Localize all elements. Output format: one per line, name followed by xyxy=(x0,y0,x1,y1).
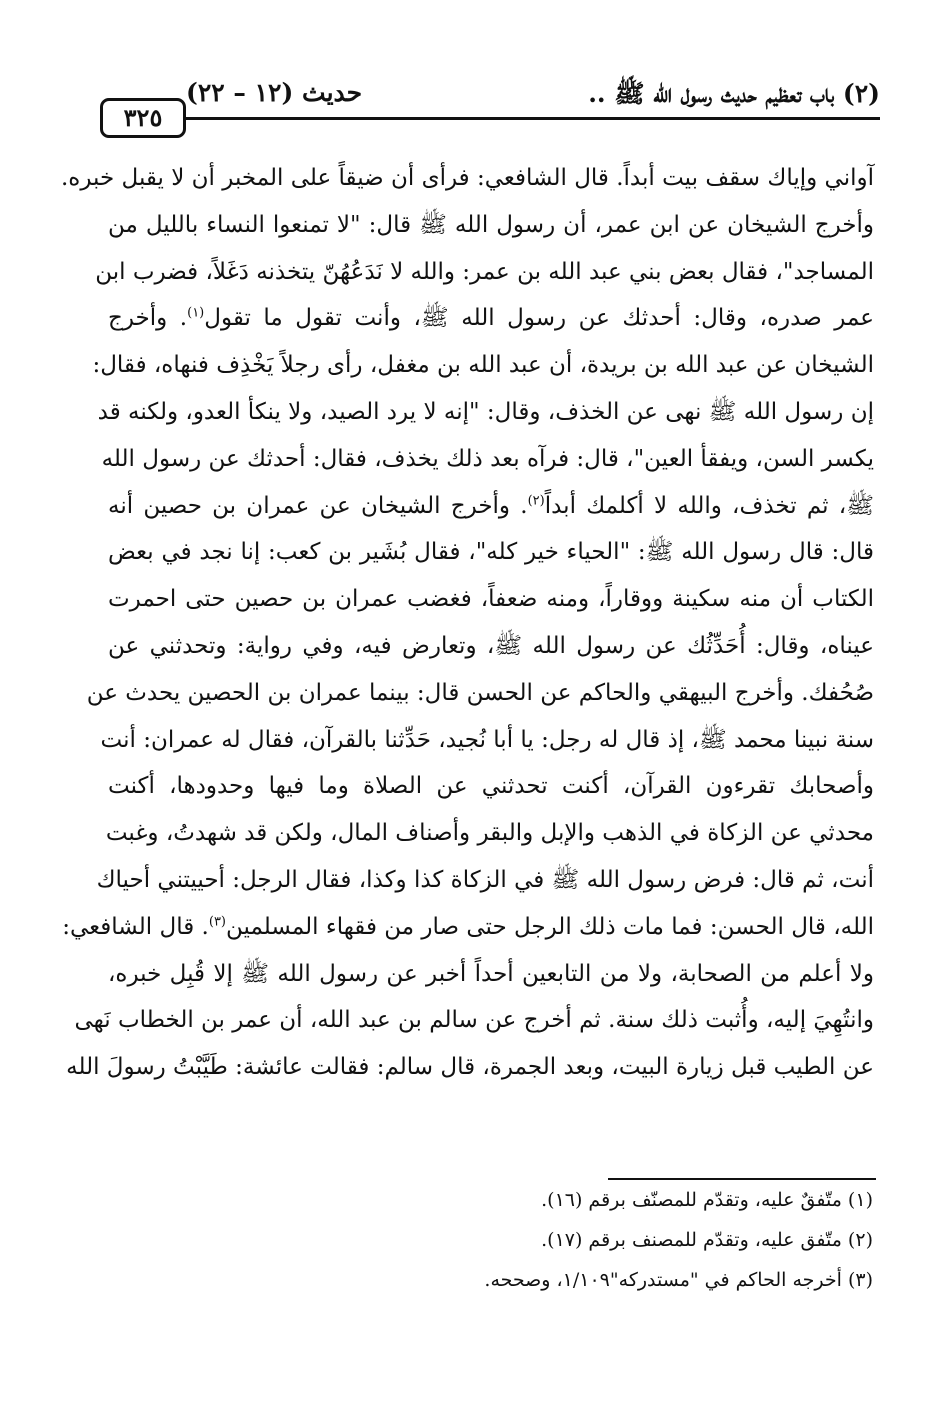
text-line: الشيخان عن عبد الله بن بريدة، أن عبد الله بن مغفل، رأى رجلاً يَخْذِف فنهاه، فقال: xyxy=(92,352,874,379)
text-line-main: الله، قال الحسن: فما مات ذلك الرجل حتى صار من فقهاء المسلمين xyxy=(226,913,874,940)
footnote: (٣) أخرجه الحاكم في "مستدركه"١/١٠٩، وصححه. xyxy=(484,1269,873,1291)
text-line: سنة نبينا محمد ﷺ، إذ قال له رجل: يا أبا نُجيد، حَدِّثنا بالقرآن، فقال له عمران: أنت xyxy=(100,726,874,753)
footnote-ref: (٣) xyxy=(208,914,226,930)
text-line: يكسر السن، ويفقأ العين"، قال: فرآه بعد ذلك يخذف، فقال: أحدثك عن رسول الله xyxy=(101,445,874,472)
text-line: محدثي عن الزكاة في الذهب والإبل والبقر وأصناف المال، ولكن قد شهدتُ، وغبت xyxy=(105,820,874,847)
body-text xyxy=(61,155,874,1091)
text-line: وانتُهِيَ إليه، وأُثبت ذلك سنة. ثم أخرج عن سالم بن عبد الله، أن عمر بن الخطاب نَهى xyxy=(74,1007,874,1034)
text-line: ولا أعلم من الصحابة، ولا من التابعين أحداً أخبر عن رسول الله ﷺ إلا قُبِل خبره، xyxy=(108,960,874,987)
text-line: إن رسول الله ﷺ نهى عن الخذف، وقال: "إنه لا يرد الصيد، ولا ينكأ العدو، ولكنه قد xyxy=(97,398,874,425)
footnote-ref: (١) xyxy=(187,305,205,321)
text-line: المساجد"، فقال بعض بني عبد الله بن عمر: والله لا نَدَعُهُنّ يتخذنه دَغَلاً، فضرب ابن xyxy=(95,258,874,285)
chapter-title: (٢) باب تعظيم حديث رسول الله ﷺ .. xyxy=(588,79,880,108)
footnote: (٢) متّفق عليه، وتقدّم للمصنف برقم (١٧). xyxy=(541,1229,873,1251)
header-rule xyxy=(100,117,880,120)
text-line: الكتاب أن منه سكينة ووقاراً، ومنه ضعفاً، فغضب عمران بن حصين حتى احمرت xyxy=(108,586,874,613)
text-line xyxy=(108,295,874,342)
text-line: عن الطيب قبل زيارة البيت، وبعد الجمرة، قال سالم: فقالت عائشة: طَيَّبْتُ رسولَ الله xyxy=(66,1054,874,1081)
text-line xyxy=(108,483,874,530)
text-line: عيناه، وقال: أُحَدِّثُك عن رسول الله ﷺ، وتعارض فيه، وفي رواية: وتحدثني عن xyxy=(108,632,874,659)
text-line-tail: . وأخرج الشيخان عن عمران بن حصين أنه xyxy=(108,492,528,519)
text-line: وأصحابك تقرءون القرآن، أكنت تحدثني عن الصلاة وما فيها وحدودها، أكنت xyxy=(108,773,874,800)
text-line-tail: . وأخرج xyxy=(108,305,188,332)
text-line-main: عمر صدره، وقال: أحدثك عن رسول الله ﷺ، وأنت تقول ما تقول xyxy=(204,305,874,332)
hadith-range: حديث (١٢ – ٢٢) xyxy=(186,78,363,107)
text-line-main: ﷺ، ثم تخذف، والله لا أكلمك أبداً xyxy=(544,492,874,519)
footnote-ref: (٢) xyxy=(527,492,545,508)
footnotes xyxy=(273,1180,873,1300)
text-line: وأخرج الشيخان عن ابن عمر، أن رسول الله ﷺ قال: "لا تمنعوا النساء بالليل من xyxy=(108,211,874,238)
running-header xyxy=(100,78,880,134)
text-line-tail: . قال الشافعي: xyxy=(62,913,209,940)
text-line xyxy=(62,904,874,951)
text-line: أنت، ثم قال: فرض رسول الله ﷺ في الزكاة كذا وكذا، فقال الرجل: أحييتني أحياك xyxy=(96,866,874,893)
footnote: (١) متّفقٌ عليه، وتقدّم للمصنّف برقم (١٦). xyxy=(541,1189,873,1211)
text-line: قال: قال رسول الله ﷺ: "الحياء خير كله"، فقال بُشَير بن كعب: إنا نجد في بعض xyxy=(108,539,874,566)
text-line: آواني وإياك سقف بيت أبداً. قال الشافعي: فرأى أن ضيقاً على المخبر أن لا يقبل خبره. xyxy=(61,165,874,191)
page-number: ٣٢٥ xyxy=(100,98,186,138)
text-line: صُحُفك. وأخرج البيهقي والحاكم عن الحسن قال: بينما عمران بن الحصين يحدث عن xyxy=(86,679,874,706)
